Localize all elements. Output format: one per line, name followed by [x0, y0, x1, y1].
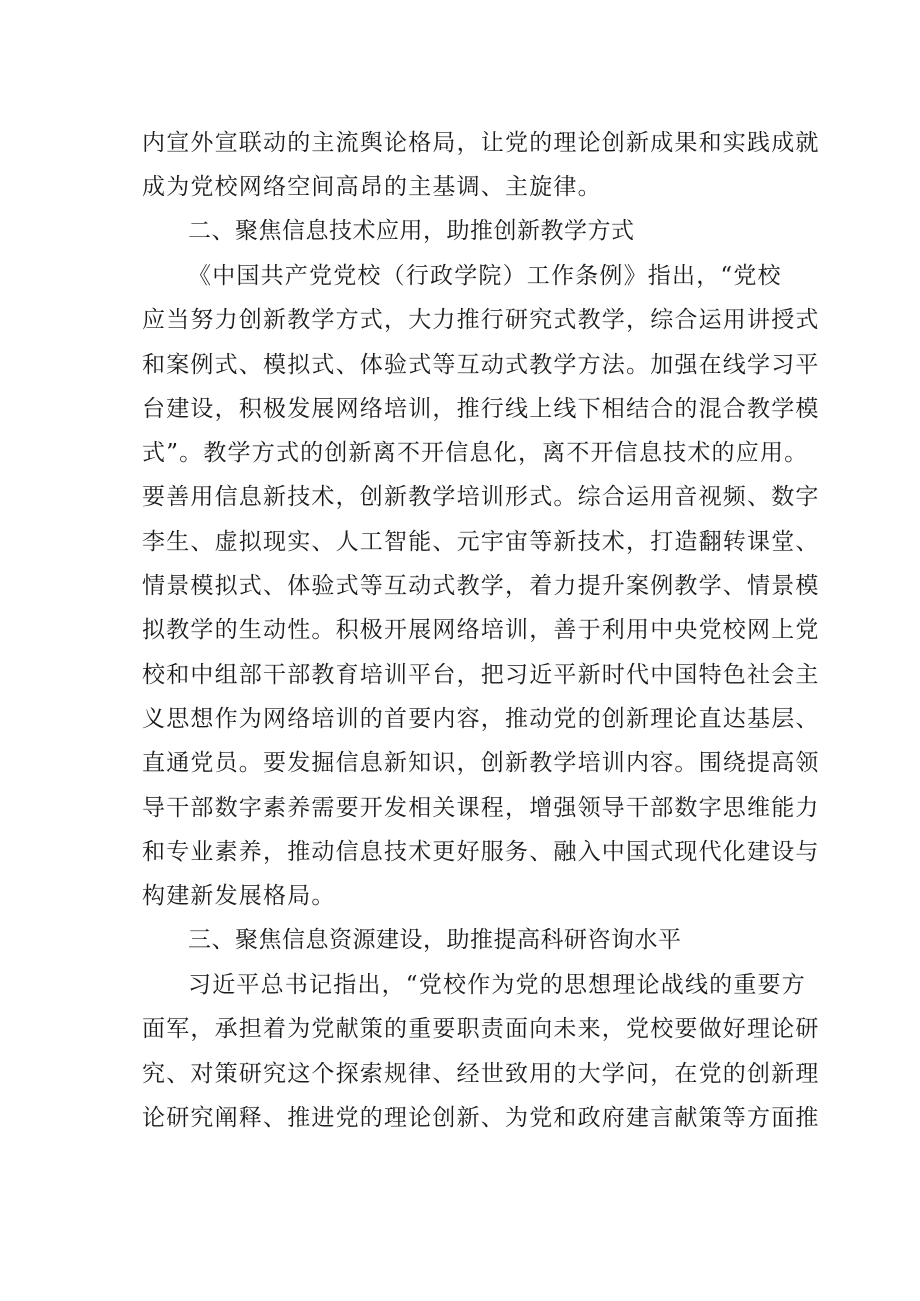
body-text-line: 要善用信息新技术，创新教学培训形式。综合运用音视频、数字: [142, 484, 820, 510]
section-heading: 三、聚焦信息资源建设，助推提高科研咨询水平: [188, 927, 682, 953]
body-text-line: 式”。教学方式的创新离不开信息化，离不开信息技术的应用。: [142, 440, 809, 466]
body-text-line: 面军，承担着为党献策的重要职责面向未来，党校要做好理论研: [142, 1016, 820, 1042]
body-text-line: 直通党员。要发掘信息新知识，创新教学培训内容。围绕提高领: [142, 750, 820, 776]
body-text-line: 应当努力创新教学方式，大力推行研究式教学，综合运用讲授式: [142, 307, 820, 333]
body-text-line: 内宣外宣联动的主流舆论格局，让党的理论创新成果和实践成就: [142, 130, 820, 156]
body-text-line: 导干部数字素养需要开发相关课程，增强领导干部数字思维能力: [142, 795, 820, 821]
body-text-line: 成为党校网络空间高昂的主基调、主旋律。: [142, 174, 602, 200]
body-text-line: 情景模拟式、体验式等互动式教学，着力提升案例教学、情景模: [142, 573, 820, 599]
body-text-line: 义思想作为网络培训的首要内容，推动党的创新理论直达基层、: [142, 706, 820, 732]
body-text-line: 校和中组部干部教育培训平台，把习近平新时代中国特色社会主: [142, 662, 820, 688]
section-heading: 二、聚焦信息技术应用，助推创新教学方式: [188, 218, 635, 244]
body-text-line: 构建新发展格局。: [142, 883, 336, 909]
body-text-line: 和案例式、模拟式、体验式等互动式教学方法。加强在线学习平: [142, 352, 820, 378]
body-text-line: 台建设，积极发展网络培训，推行线上线下相结合的混合教学模: [142, 396, 820, 422]
body-text-line: 究、对策研究这个探索规律、经世致用的大学问，在党的创新理: [142, 1061, 820, 1087]
body-text-line: 李生、虚拟现实、人工智能、元宇宙等新技术，打造翻转课堂、: [142, 529, 820, 555]
body-text-line: 拟教学的生动性。积极开展网络培训，善于利用中央党校网上党: [142, 617, 820, 643]
body-text-line: 和专业素养，推动信息技术更好服务、融入中国式现代化建设与: [142, 839, 820, 865]
body-text-line: 论研究阐释、推进党的理论创新、为党和政府建言献策等方面推: [142, 1105, 820, 1131]
body-text-line: 习近平总书记指出，“党校作为党的思想理论战线的重要方: [188, 972, 806, 998]
body-text-line: 《中国共产党党校（行政学院）工作条例》指出，“党校: [188, 263, 782, 289]
